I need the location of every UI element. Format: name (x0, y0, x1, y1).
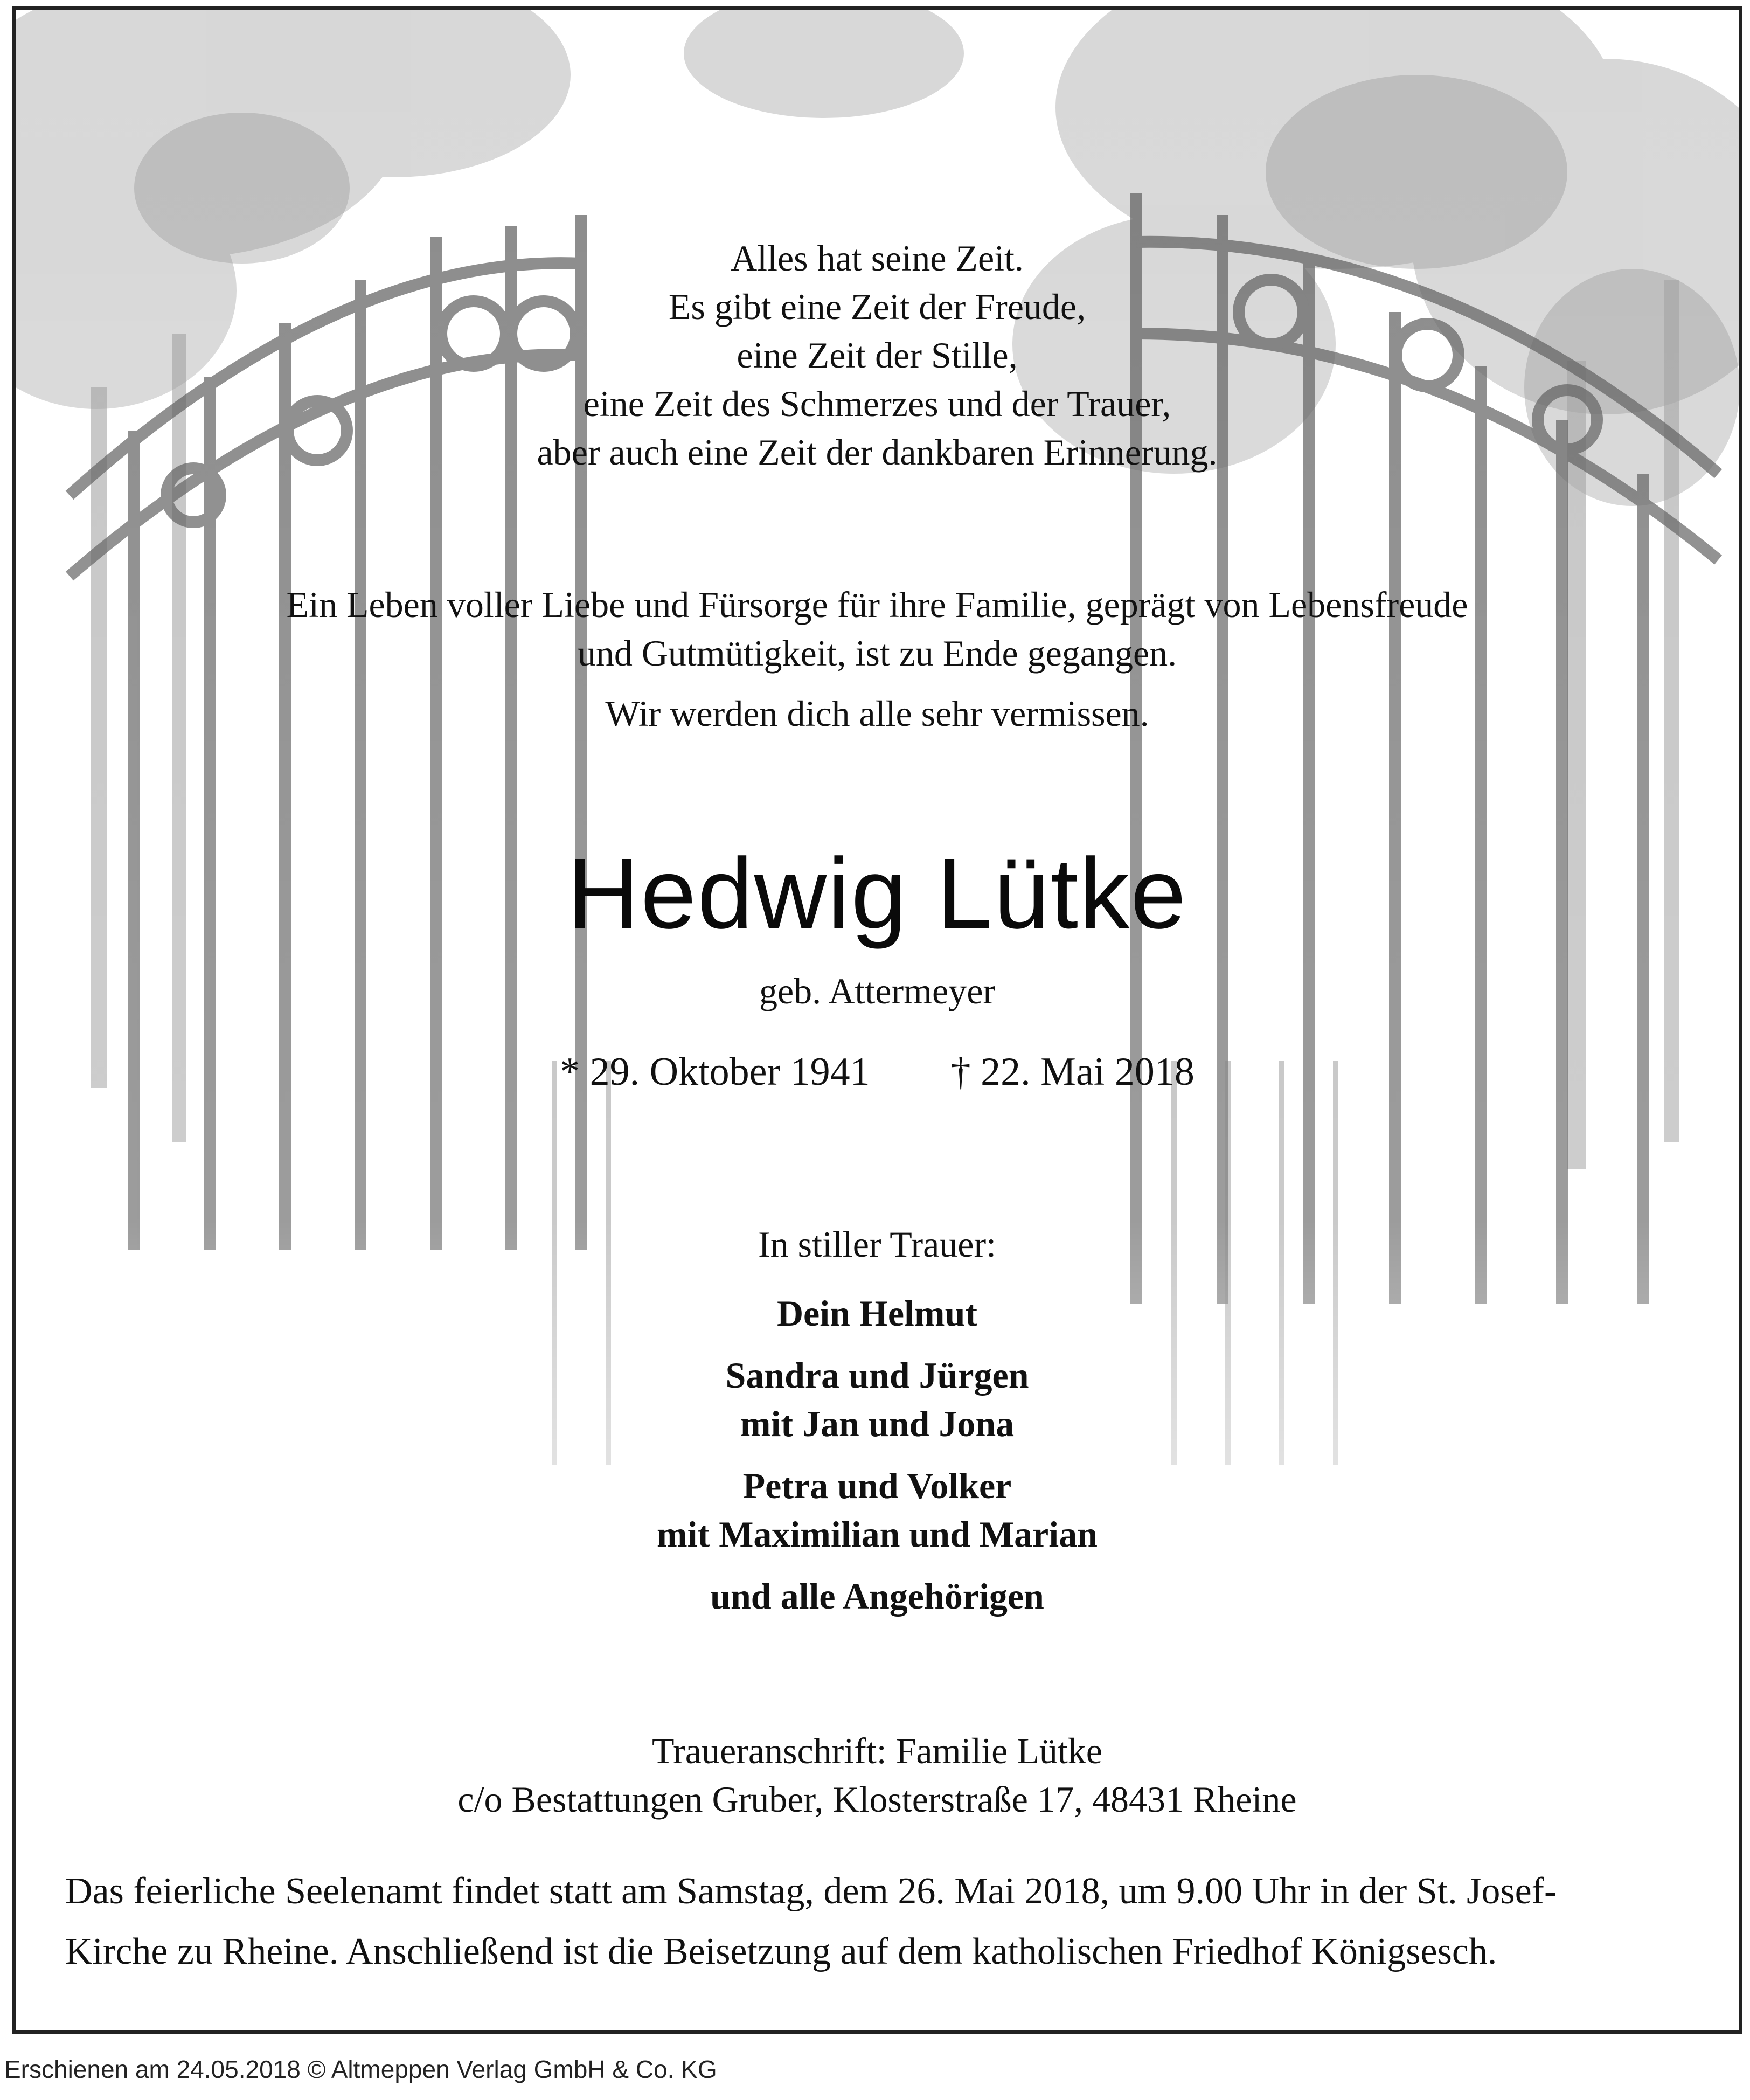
obituary-content (16, 10, 1739, 2030)
mourner-entry: und alle Angehörigen (710, 1576, 1044, 1617)
mourners (16, 1220, 1739, 1620)
service-line: Das feierliche Seelenamt findet statt am Samstag, dem 26. Mai 2018, um 9.00 Uhr in der St. Josef- (65, 1870, 1557, 1912)
address-line: c/o Bestattungen Gruber, Klosterstraße 17, 48431 Rheine (457, 1779, 1297, 1820)
tribute (16, 580, 1739, 738)
service-notice (65, 1861, 1703, 1982)
poem-line: Es gibt eine Zeit der Freude, (668, 286, 1086, 327)
tribute-line: Wir werden dich alle sehr vermissen. (605, 693, 1149, 734)
service-line: Kirche zu Rheine. Anschließend ist die Beisetzung auf dem katholischen Friedhof Königsesch. (65, 1931, 1497, 1972)
obituary-frame (12, 6, 1742, 2034)
tribute-line: Ein Leben voller Liebe und Fürsorge für ihre Familie, geprägt von Lebensfreude (286, 584, 1468, 625)
poem-line: aber auch eine Zeit der dankbaren Erinnerung. (537, 432, 1218, 473)
tribute-line: und Gutmütigkeit, ist zu Ende gegangen. (577, 633, 1177, 674)
condolence-address (16, 1727, 1739, 1824)
life-dates (16, 1048, 1739, 1096)
mourners-heading: In stiller Trauer: (758, 1224, 996, 1265)
deceased-name-text: Hedwig Lütke (567, 838, 1188, 949)
deceased-name (16, 840, 1739, 948)
maiden-name-text: geb. Attermeyer (759, 971, 996, 1011)
mourner-entry: Petra und Volker (742, 1465, 1012, 1506)
poem-line: Alles hat seine Zeit. (731, 238, 1024, 279)
mourner-entry: mit Maximilian und Marian (657, 1514, 1098, 1555)
poem (16, 234, 1739, 476)
mourner-entry: Dein Helmut (776, 1293, 978, 1334)
poem-line: eine Zeit der Stille, (737, 335, 1018, 376)
mourner-entry: mit Jan und Jona (740, 1403, 1015, 1444)
mourner-entry: Sandra und Jürgen (725, 1355, 1029, 1396)
death-date: † 22. Mai 2018 (950, 1050, 1195, 1094)
poem-line: eine Zeit des Schmerzes und der Trauer, (583, 383, 1171, 424)
birth-date: * 29. Oktober 1941 (560, 1050, 870, 1094)
maiden-name (16, 967, 1739, 1015)
address-line: Traueranschrift: Familie Lütke (652, 1730, 1102, 1771)
publication-credit: Erschienen am 24.05.2018 © Altmeppen Verlag GmbH & Co. KG (4, 2055, 717, 2083)
